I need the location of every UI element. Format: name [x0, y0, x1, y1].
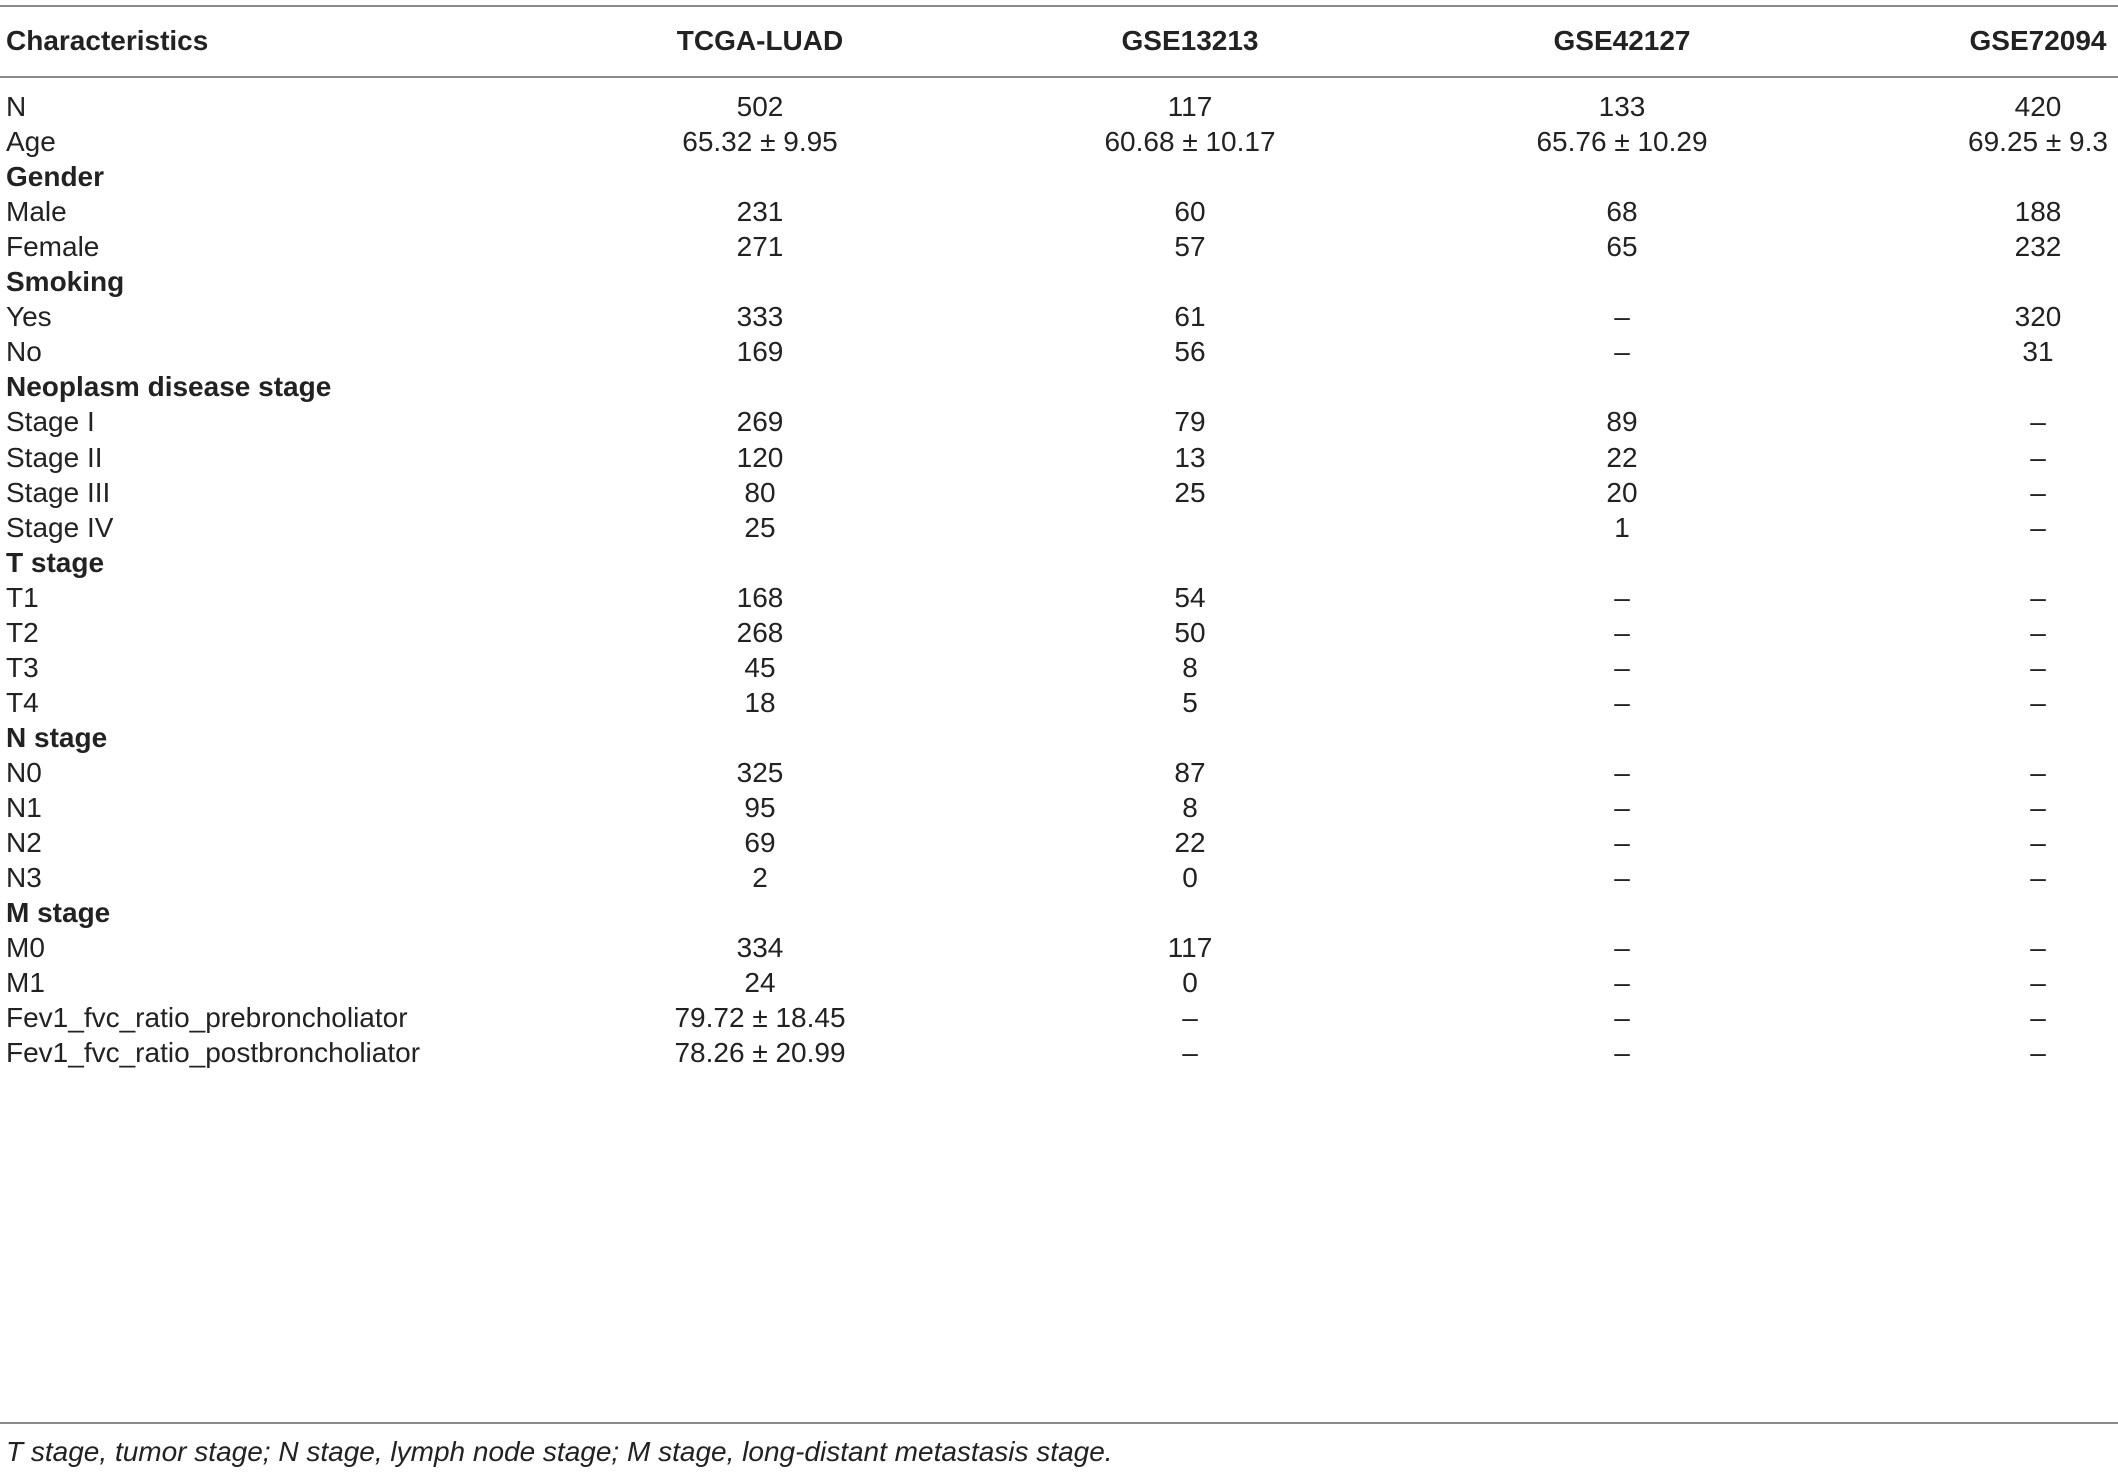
cell-gse42127: –	[1614, 301, 1630, 333]
cell-gse72094: 232	[2014, 231, 2062, 263]
cell-gse72094: –	[2030, 441, 2046, 473]
cell-gse72094: –	[2030, 827, 2046, 859]
cell-gse72094: –	[2030, 1002, 2046, 1034]
cell-label: Male	[6, 196, 67, 228]
cell-label: N3	[6, 862, 42, 894]
cell-gse72094: –	[2030, 686, 2046, 718]
cell-label: No	[6, 336, 42, 368]
cell-label: N2	[6, 827, 42, 859]
cell-label: Stage II	[6, 441, 103, 473]
cell-gse13213: 117	[1167, 932, 1213, 964]
cell-tcga-luad: 268	[736, 616, 784, 648]
cell-gse72094: –	[2030, 932, 2046, 964]
table-bottom-rule	[0, 1422, 2118, 1424]
cell-gse42127: –	[1614, 932, 1630, 964]
cell-gse42127: –	[1614, 967, 1630, 999]
cell-label: Stage III	[6, 476, 111, 508]
cell-label: T2	[6, 616, 39, 648]
cell-tcga-luad: 69	[744, 827, 776, 859]
cell-gse72094: –	[2030, 862, 2046, 894]
cell-label: Age	[6, 126, 56, 158]
table-header-row	[0, 17, 2118, 64]
cell-tcga-luad: 502	[736, 91, 784, 122]
cell-tcga-luad: 333	[736, 301, 784, 333]
table-header-rule	[0, 76, 2118, 78]
cell-label: M0	[6, 932, 45, 964]
cell-gse42127: 68	[1606, 196, 1638, 228]
cell-gse42127: –	[1614, 651, 1630, 683]
cell-gse42127: –	[1614, 756, 1630, 788]
cell-label: M stage	[6, 897, 111, 929]
cell-gse13213: 0	[1182, 967, 1198, 999]
header-gse13213: GSE13213	[1121, 25, 1259, 56]
cell-label: Stage I	[6, 406, 95, 438]
cell-label: Female	[6, 231, 100, 263]
cell-tcga-luad: 80	[744, 476, 776, 508]
cell-tcga-luad: 271	[736, 231, 784, 263]
cell-gse13213: –	[1182, 1037, 1198, 1069]
cell-gse72094: 188	[2014, 196, 2062, 228]
cell-gse72094: –	[2030, 406, 2046, 438]
cell-gse13213: 57	[1174, 231, 1206, 263]
cell-label: M1	[6, 967, 45, 999]
header-tcga-luad: TCGA-LUAD	[676, 25, 844, 56]
cell-gse13213: 60	[1174, 196, 1206, 228]
cell-gse42127: 65	[1606, 231, 1638, 263]
cell-gse42127: 65.76 ± 10.29	[1536, 126, 1708, 158]
cell-label: N1	[6, 792, 42, 823]
cell-gse72094: –	[2030, 476, 2046, 508]
cell-label: Yes	[6, 301, 52, 333]
cell-label: Neoplasm disease stage	[6, 371, 332, 403]
table-top-rule	[0, 5, 2118, 7]
cell-gse13213: 117	[1167, 91, 1213, 122]
cell-gse42127: –	[1614, 1037, 1630, 1069]
cell-gse72094: –	[2030, 511, 2046, 543]
cell-tcga-luad: 169	[736, 336, 784, 368]
cell-gse13213: 13	[1174, 441, 1206, 473]
cell-tcga-luad: 79.72 ± 18.45	[674, 1002, 846, 1034]
cell-gse13213: 25	[1174, 476, 1206, 508]
cell-label: Gender	[6, 161, 105, 193]
cell-tcga-luad: 2	[752, 862, 768, 894]
cell-label: T stage	[6, 546, 105, 578]
cell-gse42127: –	[1614, 581, 1630, 613]
cell-label: N	[6, 91, 27, 122]
table-row	[0, 1029, 2118, 1076]
cell-gse42127: –	[1614, 827, 1630, 859]
header-gse72094: GSE72094	[1969, 25, 2107, 56]
cell-tcga-luad: 25	[744, 511, 776, 543]
cell-gse72094: 31	[2022, 336, 2054, 368]
cell-label: N stage	[6, 721, 108, 753]
table-footnote: T stage, tumor stage; N stage, lymph node stage; M stage, long-distant metastasis stage.	[6, 1436, 1113, 1467]
cell-tcga-luad: 334	[736, 932, 784, 964]
cell-label: Smoking	[6, 266, 125, 298]
cell-gse42127: –	[1614, 862, 1630, 894]
header-characteristics: Characteristics	[6, 25, 209, 56]
cell-gse72094: –	[2030, 792, 2046, 823]
cell-tcga-luad: 120	[736, 441, 784, 473]
cell-tcga-luad: 95	[744, 792, 776, 823]
cell-gse13213: 61	[1174, 301, 1206, 333]
cell-gse72094: –	[2030, 651, 2046, 683]
cell-gse42127: 1	[1614, 511, 1630, 543]
cell-tcga-luad: 24	[744, 967, 776, 999]
cell-gse42127: 22	[1606, 441, 1638, 473]
cell-tcga-luad: 45	[744, 651, 776, 683]
cell-gse13213: 60.68 ± 10.17	[1104, 126, 1276, 158]
cell-gse42127: –	[1614, 686, 1630, 718]
cell-label: N0	[6, 756, 42, 788]
cell-label: T1	[6, 581, 39, 613]
cell-gse13213: 0	[1182, 862, 1198, 894]
cell-tcga-luad: 65.32 ± 9.95	[682, 126, 838, 158]
cell-tcga-luad: 168	[736, 581, 784, 613]
cell-label: T4	[6, 686, 39, 718]
cell-gse42127: –	[1614, 336, 1630, 368]
cell-gse42127: –	[1614, 792, 1630, 823]
cell-gse13213: 22	[1174, 827, 1206, 859]
cell-gse72094: –	[2030, 581, 2046, 613]
cell-label: Stage IV	[6, 511, 114, 543]
cell-gse42127: 20	[1606, 476, 1638, 508]
cell-gse13213: 8	[1182, 651, 1198, 683]
cell-gse13213: 87	[1174, 756, 1206, 788]
cell-gse13213: 5	[1182, 686, 1198, 718]
cell-tcga-luad: 78.26 ± 20.99	[674, 1037, 846, 1069]
cell-tcga-luad: 231	[736, 196, 784, 228]
cell-tcga-luad: 269	[736, 406, 784, 438]
cell-gse42127: –	[1614, 1002, 1630, 1034]
cell-gse72094: 420	[2014, 91, 2062, 122]
cell-tcga-luad: 325	[736, 756, 784, 788]
cell-tcga-luad: 18	[744, 686, 776, 718]
cell-gse72094: –	[2030, 1037, 2046, 1069]
cell-gse72094: 320	[2014, 301, 2062, 333]
cell-gse13213: 8	[1182, 792, 1198, 823]
cell-gse72094: –	[2030, 967, 2046, 999]
cell-gse13213: –	[1182, 1002, 1198, 1034]
cell-gse42127: –	[1614, 616, 1630, 648]
cell-label: T3	[6, 651, 39, 683]
header-gse42127: GSE42127	[1553, 25, 1691, 56]
cell-gse13213: 79	[1174, 406, 1206, 438]
cell-gse13213: 54	[1174, 581, 1206, 613]
cell-gse13213: 56	[1174, 336, 1206, 368]
cell-label: Fev1_fvc_ratio_postbroncholiator	[6, 1037, 421, 1069]
cell-gse72094: –	[2030, 616, 2046, 648]
cell-gse13213: 50	[1174, 616, 1206, 648]
cell-label: Fev1_fvc_ratio_prebroncholiator	[6, 1002, 408, 1034]
cell-gse72094: 69.25 ± 9.3	[1968, 126, 2108, 158]
cell-gse42127: 133	[1598, 91, 1646, 122]
cell-gse42127: 89	[1606, 406, 1638, 438]
cell-gse72094: –	[2030, 756, 2046, 788]
